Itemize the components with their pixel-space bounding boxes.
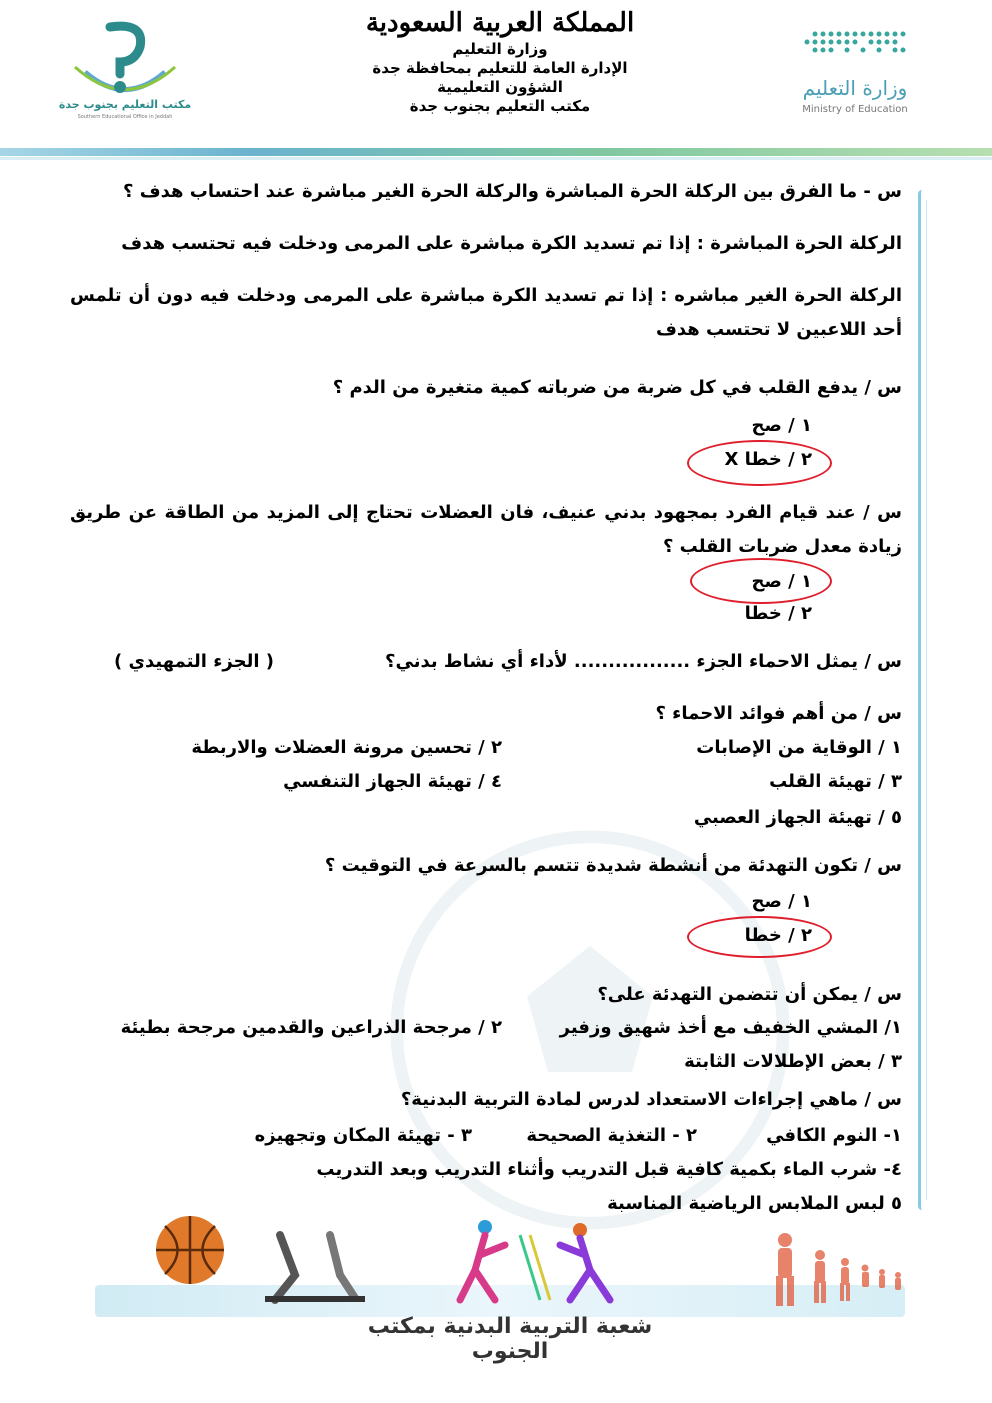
basketball-icon bbox=[150, 1210, 230, 1290]
q2-option2: ٢ / خطا X bbox=[724, 449, 812, 470]
q3-answer-circle bbox=[690, 558, 832, 604]
q5-item-5: ٥ / تهيئة الجهاز العصبي bbox=[693, 807, 902, 828]
header-titles bbox=[330, 6, 670, 116]
header-band-thin bbox=[0, 157, 992, 160]
q5-question: س / من أهم فوائد الاحماء ؟ bbox=[655, 703, 902, 724]
q1-question: س - ما الفرق بين الركلة الحرة المباشرة والركلة الحرة الغير مباشرة عند احتساب هدف ؟ bbox=[122, 181, 902, 202]
ministry-logo-text: وزارة التعليم bbox=[802, 76, 908, 100]
q2-option1: ١ / صح bbox=[751, 415, 812, 436]
q1-answer-direct: الركلة الحرة المباشرة : إذا تم تسديد الكرة مباشرة على المرمى ودخلت فيه تحتسب هدف bbox=[121, 233, 902, 254]
q5-item-3: ٣ / تهيئة القلب bbox=[769, 771, 902, 792]
q5-item-1: ١ / الوقاية من الإصابات bbox=[696, 737, 902, 758]
q6-answer-circle bbox=[687, 916, 832, 958]
q2-answer-circle bbox=[687, 440, 832, 486]
q8-item-5: ٥ لبس الملابس الرياضية المناسبة bbox=[607, 1193, 902, 1214]
q2-question: س / يدفع القلب في كل ضربة من ضرباته كمية متغيرة من الدم ؟ bbox=[332, 377, 902, 398]
side-border-inner bbox=[926, 200, 934, 1200]
ministry-logo-subtext: Ministry of Education bbox=[802, 104, 908, 115]
office-logo-text: مكتب التعليم بجنوب جدة bbox=[58, 98, 192, 111]
directorate-title: الإدارة العامة للتعليم بمحافظة جدة bbox=[372, 59, 628, 77]
office-logo-subtext: Southern Educational Office in Jeddah bbox=[77, 114, 173, 120]
header-band bbox=[0, 148, 992, 156]
footer bbox=[0, 1210, 992, 1403]
office-title: مكتب التعليم بجنوب جدة bbox=[409, 97, 591, 115]
ministry-logo-icon bbox=[745, 20, 915, 120]
q6-question: س / تكون التهدئة من أنشطة شديدة تتسم بالسرعة في التوقيت ؟ bbox=[324, 855, 902, 876]
q3-option1: ١ / صح bbox=[751, 571, 812, 592]
office-logo-icon bbox=[55, 12, 195, 122]
q5-item-2: ٢ / تحسين مرونة العضلات والاربطة bbox=[191, 737, 502, 758]
q8-question: س / ماهي إجراءات الاستعداد لدرس لمادة التربية البدنية؟ bbox=[400, 1089, 902, 1110]
q7-item-3: ٣ / بعض الإطلالات الثابتة bbox=[684, 1051, 902, 1072]
q5-item-4: ٤ / تهيئة الجهاز التنفسي bbox=[283, 771, 502, 792]
q3-option2: ٢ / خطا bbox=[744, 603, 812, 624]
header bbox=[0, 0, 992, 150]
ministry-title: وزارة التعليم bbox=[452, 40, 548, 58]
q8-item-2: ٢ - التغذية الصحيحة bbox=[526, 1125, 697, 1146]
athlete-legs-icon bbox=[260, 1230, 370, 1305]
q4-question: س / يمثل الاحماء الجزء ................. لأداء أي نشاط بدني؟ bbox=[385, 651, 902, 672]
affairs-title: الشؤون التعليمية bbox=[437, 78, 563, 96]
runners-icon bbox=[760, 1230, 910, 1310]
footer-title: شعبة التربية البدنية بمكتب الجنوب bbox=[367, 1314, 653, 1364]
q8-item-1: ١- النوم الكافي bbox=[766, 1125, 902, 1146]
q6-option2: ٢ / خطا bbox=[744, 925, 812, 946]
q8-item-3: ٣ - تهيئة المكان وتجهيزه bbox=[254, 1125, 472, 1146]
q7-question: س / يمكن أن تتضمن التهدئة على؟ bbox=[597, 984, 902, 1005]
q4-answer: ( الجزء التمهيدي ) bbox=[113, 651, 274, 672]
q7-item-2: ٢ / مرجحة الذراعين والقدمين مرجحة بطيئة bbox=[120, 1017, 502, 1038]
q3-question: س / عند قيام الفرد بمجهود بدني عنيف، فان العضلات تحتاج إلى المزيد من الطاقة عن طريق زيادة معدل ضربات القلب ؟ bbox=[70, 502, 902, 557]
q8-item-4: ٤- شرب الماء بكمية كافية قبل التدريب وأثناء التدريب وبعد التدريب bbox=[316, 1159, 902, 1180]
kingdom-title: المملكة العربية السعودية bbox=[365, 8, 635, 38]
q1-answer-indirect: الركلة الحرة الغير مباشره : إذا تم تسديد الكرة مباشرة على المرمى ودخلت فيه دون أن تلمس أحد اللاعبين لا تحتسب هدف bbox=[70, 285, 902, 340]
sports-silhouettes-icon bbox=[430, 1215, 650, 1310]
q7-item-1: ١/ المشي الخفيف مع أخذ شهيق وزفير bbox=[559, 1017, 902, 1038]
q6-option1: ١ / صح bbox=[751, 891, 812, 912]
